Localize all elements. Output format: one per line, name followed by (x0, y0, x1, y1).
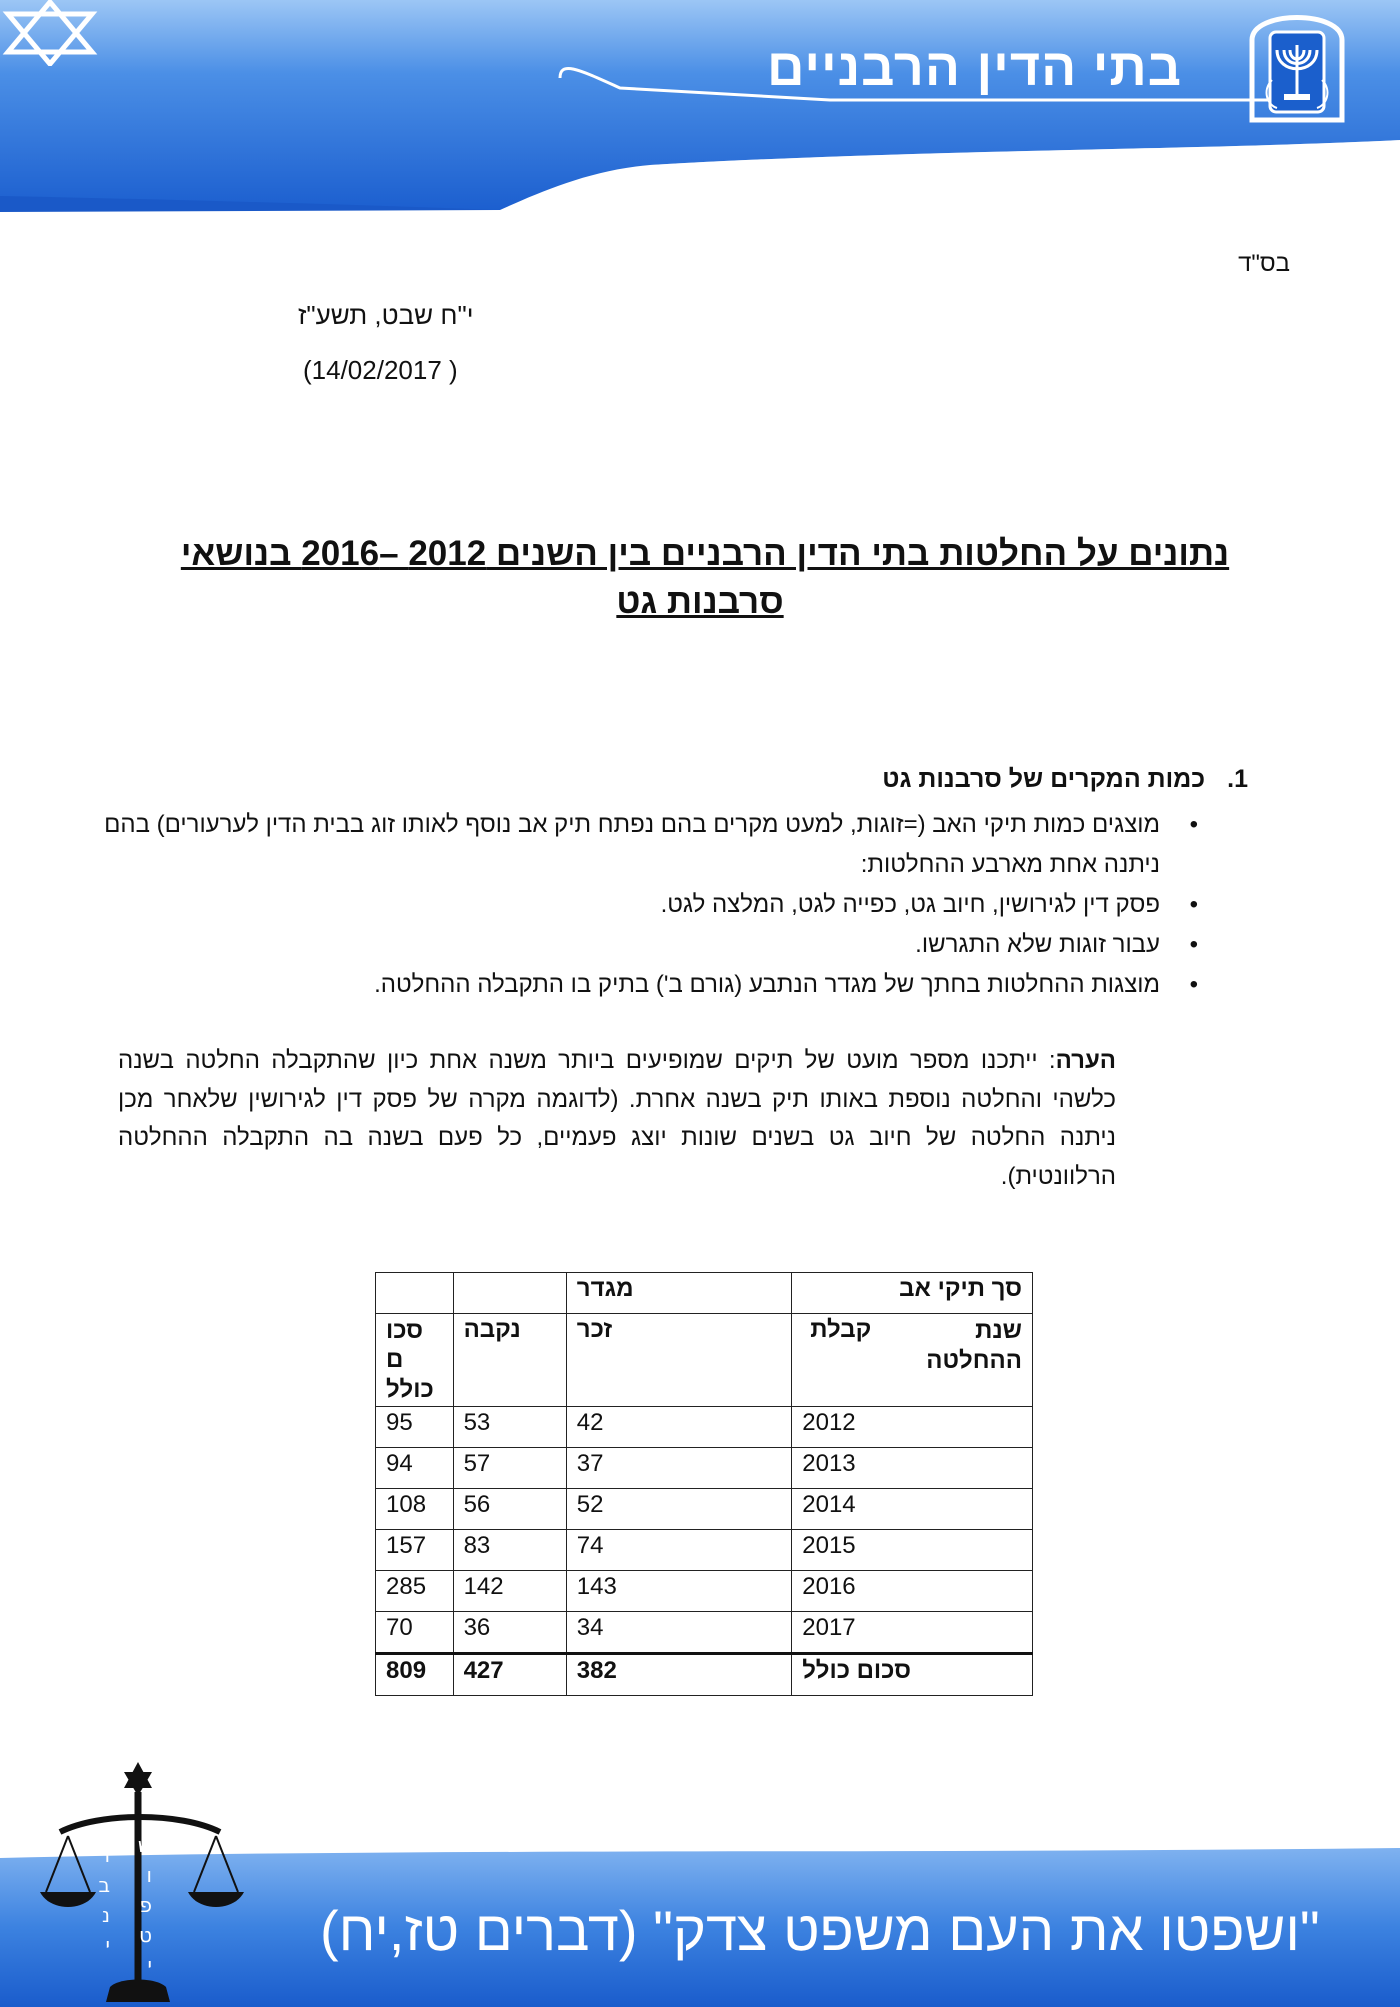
cell-male: 34 (566, 1611, 791, 1653)
title-line-1: נתונים על החלטות בתי הדין הרבניים בין השנים 2012 –2016 בנושאי (180, 534, 1230, 573)
cell-male: 42 (566, 1406, 791, 1447)
header-female: נקבה (453, 1314, 566, 1407)
header-wave-background (0, 0, 1400, 212)
header-total: סכו ם כולל (376, 1314, 454, 1407)
cell-total-female: 427 (453, 1653, 566, 1695)
bullet-list (100, 805, 1160, 1005)
cell-total: 285 (376, 1570, 454, 1611)
cell-year: 2014 (792, 1488, 1033, 1529)
scales-of-justice-icon (20, 1752, 270, 2007)
cell-year: 2012 (792, 1406, 1033, 1447)
svg-text:ו: ו (146, 1863, 152, 1887)
table-row (376, 1529, 1033, 1570)
footer-quote: "ושפטו את העם משפט צדק" (דברים טז,יח) (320, 1899, 1320, 1962)
cell-female: 36 (453, 1611, 566, 1653)
cell-total: 95 (376, 1406, 454, 1447)
table-header-row-2 (376, 1314, 1033, 1407)
scales-letters-right: ש (137, 1833, 152, 1857)
table-total-row (376, 1653, 1033, 1695)
svg-text:נ: נ (101, 1903, 110, 1927)
header-male: זכר (566, 1314, 791, 1407)
cell-male: 143 (566, 1570, 791, 1611)
cell-year: 2013 (792, 1447, 1033, 1488)
cell-total: 108 (376, 1488, 454, 1529)
organization-name: בתי הדין הרבניים (766, 39, 1182, 97)
svg-text:י: י (105, 1933, 110, 1957)
bullet-item: • מוצגות ההחלטות בחתך של מגדר הנתבע (גורם ב') בתיק בו התקבלה ההחלטה. (100, 965, 1160, 1005)
table-header-row-1 (376, 1273, 1033, 1314)
svg-text:פ: פ (139, 1893, 152, 1917)
table-row (376, 1570, 1033, 1611)
header-empty-1 (453, 1273, 566, 1314)
bullet-item: • עבור זוגות שלא התגרשו. (100, 925, 1160, 965)
star-of-david-icon (0, 0, 100, 66)
cell-year: 2017 (792, 1611, 1033, 1653)
header-empty-2 (376, 1273, 454, 1314)
svg-text:ב: ב (98, 1873, 110, 1897)
cell-year: 2015 (792, 1529, 1033, 1570)
cell-year: 2016 (792, 1570, 1033, 1611)
hebrew-date: י"ח שבט, תשע"ז (298, 300, 474, 330)
bullet-item: • מוצגים כמות תיקי האב (=זוגות, למעט מקרים בהם נפתח תיק אב נוסף לאותו זוג בבית הדין לערעורים) בהם ניתנה אחת מארבע ההחלטות: (100, 805, 1160, 885)
cell-male: 52 (566, 1488, 791, 1529)
state-emblem-icon (1232, 0, 1362, 130)
header-received: קבלת (810, 1316, 872, 1343)
table-row (376, 1611, 1033, 1653)
cell-female: 142 (453, 1570, 566, 1611)
header-year-cell (792, 1314, 1033, 1407)
scales-letters-left: ר (98, 1843, 110, 1867)
cell-total: 70 (376, 1611, 454, 1653)
section-heading (882, 765, 1248, 794)
cell-total-label: סכום כולל (792, 1653, 1033, 1695)
note-paragraph (118, 1042, 1116, 1196)
header-decision-year: שנת ההחלטה (926, 1317, 1022, 1374)
header-gender: מגדר (566, 1273, 791, 1314)
cell-male: 37 (566, 1447, 791, 1488)
cell-female: 56 (453, 1488, 566, 1529)
title-line-2: סרבנות גט (616, 582, 784, 622)
cell-female: 53 (453, 1406, 566, 1447)
svg-text:י: י (147, 1953, 152, 1977)
svg-text:ט: ט (139, 1923, 152, 1947)
header-banner (0, 0, 1400, 212)
document-title (150, 530, 1250, 627)
section-number: 1. (1227, 765, 1248, 793)
gregorian-date: (14/02/2017 ) (303, 355, 458, 385)
bullet-item: • פסק דין לגירושין, חיוב גט, כפייה לגט, המלצה לגט. (100, 885, 1160, 925)
table-row (376, 1447, 1033, 1488)
cell-grand-total: 809 (376, 1653, 454, 1695)
note-label: הערה (1055, 1047, 1116, 1074)
note-text: : ייתכנו מספר מועט של תיקים שמופיעים ביותר משנה אחת כיון שהתקבלה החלטה בשנה כלשהי והחלטה נוספת באותו תיק בשנה אחרת. (לדוגמה מקרה של פסק דין לגירושין שלאחר מכן ניתנה החלטה של חיוב גט בשנים שונות יוצג פעמיים, כל פעם בשנה בה התקבלה ההחלטה הרלוונטית). (118, 1047, 1116, 1190)
table-row (376, 1488, 1033, 1529)
cell-total: 157 (376, 1529, 454, 1570)
cell-total-male: 382 (566, 1653, 791, 1695)
cell-total: 94 (376, 1447, 454, 1488)
table-row (376, 1406, 1033, 1447)
cell-female: 83 (453, 1529, 566, 1570)
section-heading-text: כמות המקרים של סרבנות גט (882, 765, 1206, 793)
cell-male: 74 (566, 1529, 791, 1570)
header-total-cases: סך תיקי אב (792, 1273, 1033, 1314)
bsd-mark: בס"ד (1238, 250, 1290, 277)
cell-female: 57 (453, 1447, 566, 1488)
decisions-table (375, 1272, 1033, 1696)
